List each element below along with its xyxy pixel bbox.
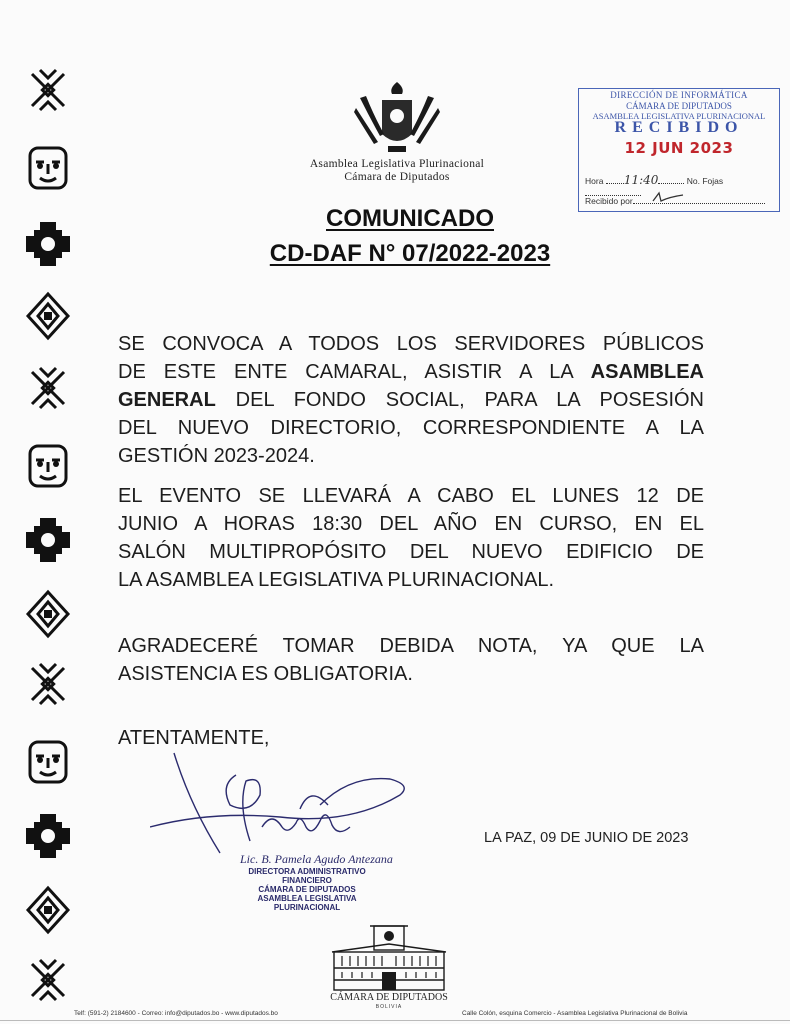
diamond-pattern-icon [22, 884, 74, 936]
p2-line1: EL EVENTO SE LLEVARÁ A CABO EL LUNES 12 DE [118, 485, 704, 507]
stamp-received: RECIBIDO [614, 119, 744, 136]
p2-line4: LA ASAMBLEA LEGISLATIVA PLURINACIONAL. [118, 569, 555, 591]
footer-chamber-name: CÁMARA DE DIPUTADOS [330, 992, 448, 1003]
p2-line3: SALÓN MULTIPROPÓSITO DEL NUEVO EDIFICIO DE [118, 541, 704, 563]
title-comunicado: COMUNICADO [326, 205, 494, 232]
stamp-assembly: ASAMBLEA LEGISLATIVA PLURINACIONAL [592, 111, 766, 121]
coat-of-arms-icon [352, 78, 442, 158]
chamber-name: Cámara de Diputados [344, 171, 450, 183]
received-stamp [578, 88, 780, 212]
paragraph-convocation [118, 330, 704, 470]
x-pattern-icon [22, 660, 74, 712]
signer-chamber: CÁMARA DE DIPUTADOS [258, 885, 356, 894]
chakana-cross-icon [22, 514, 74, 566]
x-pattern-icon [22, 364, 74, 416]
footer-address: Calle Colón, esquina Comercio - Asamblea Legislativa Plurinacional de Bolivia [462, 1010, 688, 1017]
stamp-department: DIRECCIÓN DE INFORMÁTICA [610, 90, 748, 100]
footer-divider [0, 1020, 790, 1021]
chakana-cross-icon [22, 810, 74, 862]
signer-name: Lic. B. Pamela Agudo Antezana [240, 852, 393, 866]
p2-line2: JUNIO A HORAS 18:30 DEL AÑO EN CURSO, EN EL [118, 513, 704, 535]
handwritten-signature [150, 745, 410, 865]
institution-header [250, 158, 544, 184]
stamp-chamber: CÁMARA DE DIPUTADOS [626, 101, 732, 111]
p1-line2: DE ESTE ENTE CAMARAL, ASISTIR A LA ASAMBLEA [118, 361, 704, 383]
building-icon [330, 922, 448, 994]
p3-line2: ASISTENCIA ES OBLIGATORIA. [118, 663, 413, 685]
fojas-label: No. Fojas [686, 176, 724, 186]
signer-block [232, 852, 393, 912]
paragraph-note [118, 632, 704, 688]
footer-contact: Telf: (591-2) 2184600 - Correo: info@diputados.bo - www.diputados.bo [74, 1010, 278, 1017]
hora-value: 11:40 [623, 173, 659, 187]
mask-face-icon [22, 440, 74, 492]
chakana-cross-icon [22, 218, 74, 270]
stamp-date: 12 JUN 2023 [624, 139, 734, 157]
title-reference: CD-DAF N° 07/2022-2023 [269, 240, 551, 267]
signer-assembly: ASAMBLEA LEGISLATIVA PLURINACIONAL [257, 894, 357, 912]
place-date: LA PAZ, 09 DE JUNIO DE 2023 [484, 830, 689, 846]
institution-name: Asamblea Legislativa Plurinacional [309, 158, 485, 170]
x-pattern-icon [22, 956, 74, 1008]
x-pattern-icon [22, 66, 74, 118]
stamp-initials-mark [649, 189, 689, 205]
diamond-pattern-icon [22, 290, 74, 342]
p3-line1: AGRADECERÉ TOMAR DEBIDA NOTA, YA QUE LA [118, 635, 704, 657]
p1-line4: DEL NUEVO DIRECTORIO, CORRESPONDIENTE A LA [118, 417, 704, 439]
mask-face-icon [22, 736, 74, 788]
closing: ATENTAMENTE, [118, 727, 270, 749]
paragraph-event [118, 482, 704, 594]
mask-face-icon [22, 142, 74, 194]
diamond-pattern-icon [22, 588, 74, 640]
p1-line1: SE CONVOCA A TODOS LOS SERVIDORES PÚBLICOS [118, 333, 704, 355]
p1-line5: GESTIÓN 2023-2024. [118, 445, 315, 467]
hora-label: Hora [585, 176, 604, 186]
recibido-por-label: Recibido por [585, 196, 633, 206]
signer-role: DIRECTORA ADMINISTRATIVO FINANCIERO [248, 867, 366, 885]
footer-country: BOLIVIA [375, 1004, 403, 1010]
p1-line3: GENERAL DEL FONDO SOCIAL, PARA LA POSESIÓN [118, 389, 704, 411]
